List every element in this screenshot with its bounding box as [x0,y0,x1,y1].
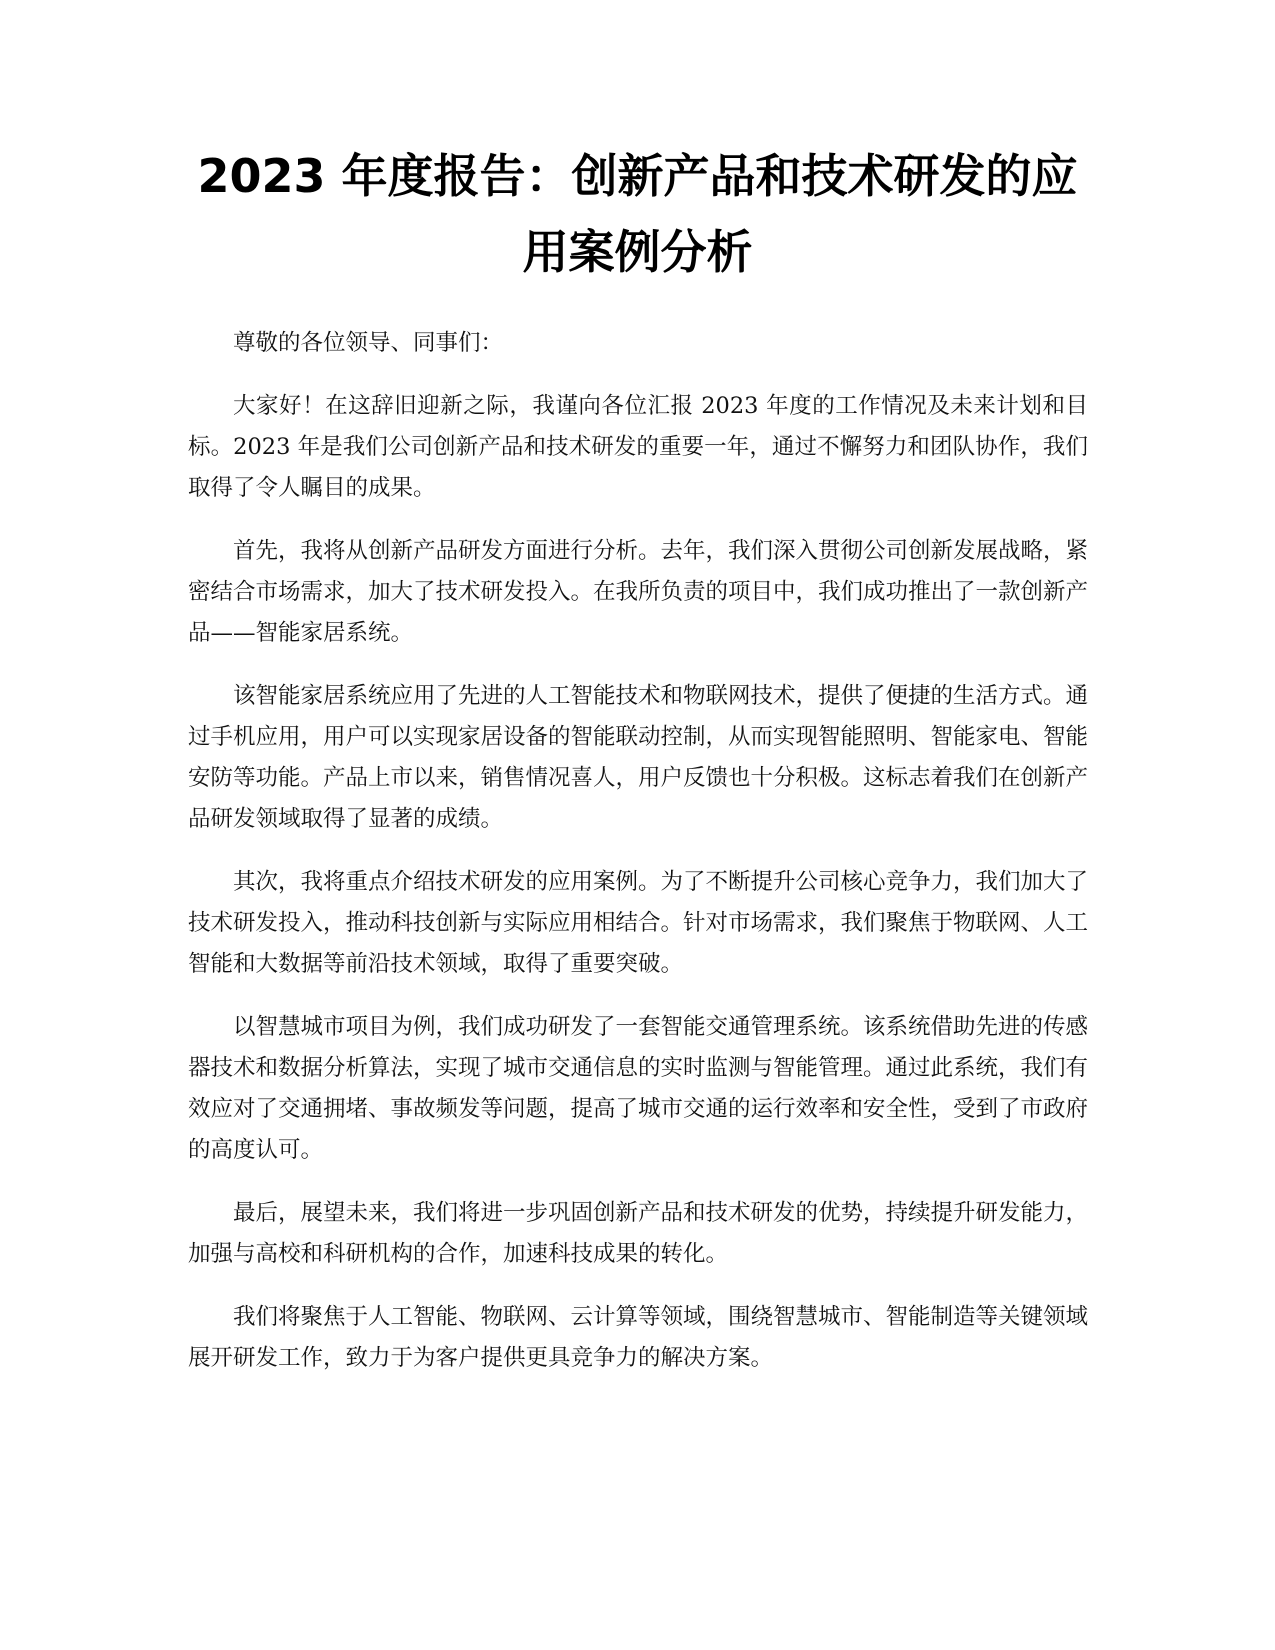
document-body [188,323,1088,1401]
body-paragraph: 其次，我将重点介绍技术研发的应用案例。为了不断提升公司核心竞争力，我们加大了技术研发投入，推动科技创新与实际应用相结合。针对市场需求，我们聚焦于物联网、人工智能和大数据等前沿技术领域，取得了重要突破。 [188,869,1089,977]
body-paragraph: 该智能家居系统应用了先进的人工智能技术和物联网技术，提供了便捷的生活方式。通过手机应用，用户可以实现家居设备的智能联动控制，从而实现智能照明、智能家电、智能安防等功能。产品上市以来，销售情况喜人，用户反馈也十分积极。这标志着我们在创新产品研发领域取得了显著的成绩。 [188,683,1089,832]
body-paragraph: 大家好！在这辞旧迎新之际，我谨向各位汇报 2023 年度的工作情况及未来计划和目标。2023 年是我们公司创新产品和技术研发的重要一年，通过不懈努力和团队协作，我们取得了令人瞩目的成果。 [188,393,1088,501]
salutation-paragraph: 尊敬的各位领导、同事们： [233,330,504,356]
document-title: 2023 年度报告：创新产品和技术研发的应用案例分析 [197,149,1078,279]
body-paragraph: 我们将聚焦于人工智能、物联网、云计算等领域，围绕智慧城市、智能制造等关键领域展开研发工作，致力于为客户提供更具竞争力的解决方案。 [188,1304,1089,1371]
body-paragraph: 首先，我将从创新产品研发方面进行分析。去年，我们深入贯彻公司创新发展战略，紧密结合市场需求，加大了技术研发投入。在我所负责的项目中，我们成功推出了一款创新产品——智能家居系统。 [188,538,1089,646]
body-paragraph: 最后，展望未来，我们将进一步巩固创新产品和技术研发的优势，持续提升研发能力，加强与高校和科研机构的合作，加速科技成果的转化。 [188,1200,1089,1267]
body-paragraph: 以智慧城市项目为例，我们成功研发了一套智能交通管理系统。该系统借助先进的传感器技术和数据分析算法，实现了城市交通信息的实时监测与智能管理。通过此系统，我们有效应对了交通拥堵、事故频发等问题，提高了城市交通的运行效率和安全性，受到了市政府的高度认可。 [188,1014,1089,1163]
